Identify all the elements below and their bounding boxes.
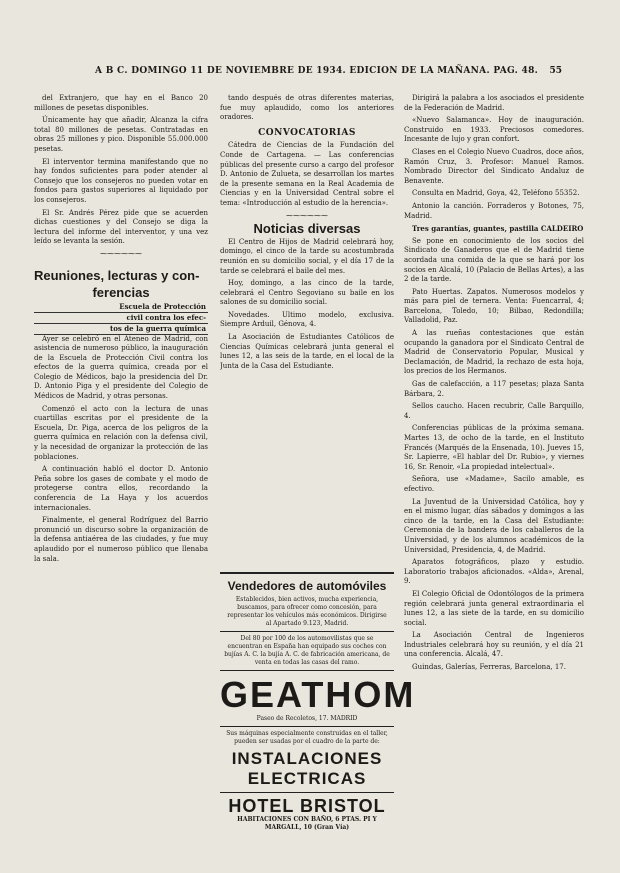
paragraph: La Asociación de Estudiantes Católicos de Ciencias Químicas celebrará junta general el lunes 12, a las seis de la tarde, en el local de la Junta de la Casa del Estudiante. xyxy=(220,333,394,370)
ad-brand: GEATHOM xyxy=(220,674,416,715)
ad-text: Del 80 por 100 de los automovilistas que se encuentran en España han equipado sus coches con bujías A. C. la bujía A. C. de fabricación americana, de venta en todas las casas del ramo. xyxy=(224,635,390,666)
paragraph: Dirigirá la palabra a los asociados el presidente de la Federación de Madrid. xyxy=(404,94,584,112)
paragraph: Clases en el Colegio Nuevo Cuadros, doce años, Ramón Cruz, 3. Profesor: Manuel Ramos. Nombrado Director del Sindicato Andaluz de Benavente. xyxy=(404,147,584,185)
paragraph: Aparatos fotográficos, plazo y estudio. Laboratorio trabajos aficionados. «Alda», Arenal, 9. xyxy=(404,558,584,586)
paragraph: Consulta en Madrid, Goya, 42, Teléfono 55352. xyxy=(412,189,580,198)
paragraph: El Centro de Hijos de Madrid celebrará hoy, domingo, el cinco de la tarde su acostumbrada reunión en su domicilio social, y el día 17 de la tarde se celebrará el baile del mes. xyxy=(220,237,394,275)
ad-heading: HOTEL BRISTOL xyxy=(228,796,386,816)
subheading-line: civil contra los efec- xyxy=(34,313,208,324)
paragraph: Novedades. Ultimo modelo, exclusiva. Siempre Arduil, Génova, 4. xyxy=(220,310,394,329)
paragraph: La Asociación Central de Ingenieros Industriales celebrará hoy su reunión, y el día 21 una conferencia. Alcalá, 47. xyxy=(404,631,584,659)
advertisement-block xyxy=(220,572,416,854)
divider xyxy=(220,670,394,671)
paragraph: «Nuevo Salamanca». Hoy de inauguración. Construido en 1933. Preciosos comedores. Incesante de lujo y gran confort. xyxy=(404,116,584,144)
paragraph: El interventor termina manifestando que no hay fondos suficientes para poder atender al Consejo que los consejeros no pueden votar en fondos para gastos superiores al liquidado por los consejeros. xyxy=(34,157,208,204)
paragraph: La Juventud de la Universidad Católica, hoy y en el mismo lugar, días sábados y domingos a las cinco de la tarde, en la Casa del Estudiante: Ceremonia de la bandera de los caballeros de la Universidad, y de los alumnos académicos de la Universidad, Presidencia, 4, de Madrid. xyxy=(404,497,584,554)
column-3 xyxy=(404,94,584,851)
subheading xyxy=(34,302,208,335)
paragraph: A continuación habló el doctor D. Antonio Peña sobre los gases de combate y el modo de protegerse contra ellos, recordando la conferencia de La Haya y los acuerdos internacionales. xyxy=(34,465,208,512)
ad-address: Paseo de Recoletos, 17. MADRID xyxy=(256,715,358,722)
divider xyxy=(220,631,394,632)
ad-text: Establecidos, bien activos, mucha experiencia, buscamos, para ofrecer como concesión, para representar los vehículos más económicos. Dirigirse al Apartado 9.123, Madrid. xyxy=(227,596,387,627)
headline-continued: ferencias xyxy=(92,284,150,300)
section-title: Noticias diversas xyxy=(253,221,361,237)
paragraph: Conferencias públicas de la próxima semana. Martes 13, de ocho de la tarde, en el Instituto Francés (Marqués de la Ensenada, 10). Jueves 15, Sr. Lapierre, «El hablar del Dr. Rubio», y viernes 16, Sr. Renoir, «La propiedad intelectual». xyxy=(404,424,584,471)
paragraph: Señora, use «Madame», Sacilo amable, es efectivo. xyxy=(404,475,584,493)
paragraph: Gas de calefacción, a 117 pesetas; plaza Santa Bárbara, 2. xyxy=(404,380,584,398)
paragraph: Guindas, Galerías, Ferreras, Barcelona, 17. xyxy=(412,663,566,672)
subheading-line: tos de la guerra química xyxy=(34,324,208,335)
ornament: ⁓⁓⁓⁓⁓⁓ xyxy=(100,249,142,258)
page-header: A B C. DOMINGO 11 DE NOVIEMBRE DE 1934. EDICION DE LA MAÑANA. PAG. 48. xyxy=(95,66,539,76)
headline: Reuniones, lecturas y con- xyxy=(34,267,200,283)
paragraph: Comenzó el acto con la lectura de unas cuartillas escritas por el presidente de la Escuela, Dr. Piga, acerca de los peligros de la guerra química en relación con la defensa civil, y la necesidad de organizar la protección de las poblaciones. xyxy=(34,404,208,461)
paragraph: El Sr. Andrés Pérez pide que se acuerden dichas cuestiones y del Consejo se diga la lectura del informe del interventor, y una vez leído se levanta la sesión. xyxy=(34,208,208,246)
divider xyxy=(220,792,394,793)
divider xyxy=(220,726,394,727)
paragraph: Únicamente hay que añadir, Alcanza la cifra total 80 millones de pesetas. Contratadas en obras 25 millones y pico. Disponible 55.000.000 pesetas. xyxy=(34,116,208,153)
paragraph: Pato Huertas. Zapatos. Numerosos modelos y más para piel de ternera. Venta: Fuencarral, 4; Barcelona, Toledo, 10; Bilbao, Redondilla; Valladolid, Paz. xyxy=(404,287,584,325)
paragraph: tando después de otras diferentes materias, fue muy aplaudido, como los anteriores oradores. xyxy=(220,94,394,122)
subheading-line: Escuela de Protección xyxy=(34,302,208,313)
ad-text: Sus máquinas especialmente construidas en el taller, pueden ser usadas por el cuadro de la parte de: xyxy=(226,730,388,745)
paragraph: Hoy, domingo, a las cinco de la tarde, celebrará el Centro Segoviano su baile en los salones de su domicilio social. xyxy=(220,279,394,307)
paragraph: El Colegio Oficial de Odontólogos de la primera región celebrará junta general extraordinaria el lunes 12, a las siete de la tarde, en su domicilio social. xyxy=(404,589,584,627)
paragraph: Se pone en conocimiento de los socios del Sindicato de Ganaderos que el de Madrid tiene acordada una comida de la que se hará por los socios en Alcalá, 10 (Palacio de Bellas Artes), a las 2 de la tarde. xyxy=(404,236,584,284)
column-2 xyxy=(220,94,394,568)
ad-text: HABITACIONES CON BAÑO, 6 PTAS. PI Y MARGALL, 10 (Gran Vía) xyxy=(237,816,377,831)
paragraph: Sellos caucho. Hacen recubrir, Calle Barquillo, 4. xyxy=(404,402,584,420)
ad-title: Vendedores de automóviles xyxy=(227,579,387,593)
paragraph: Tres garantías, guantes, pastilla CALDEIRO xyxy=(412,224,584,234)
paragraph: Cátedra de Ciencias de la Fundación del Conde de Cartagena. — Las conferencias públicas del presente curso a cargo del profesor D. Antonio de Zulueta, se desarrollan los martes de la presente semana en la Real Academia de Ciencias y en la Universidad Central sobre el tema: «Introducción al estudio de la herencia». xyxy=(220,141,394,207)
column-1 xyxy=(34,94,208,851)
section-title: CONVOCATORIAS xyxy=(258,127,356,138)
paragraph: Ayer se celebró en el Ateneo de Madrid, con asistencia de numeroso público, la inauguración de la Escuela de Protección Civil contra los efectos de la guerra química, creada por el Colegio de Médicos, bajo la presidencia del Dr. D. Antonio Piga y el presidente del Colegio de Médicos de Madrid, y otras personas. xyxy=(34,334,208,401)
paragraph: del Extranjero, que hay en el Banco 20 millones de pesetas disponibles. xyxy=(34,94,208,112)
paragraph: Antonio la canción. Forraderos y Botones, 75, Madrid. xyxy=(404,201,584,220)
ornament: ⁓⁓⁓⁓⁓⁓ xyxy=(286,211,328,220)
ad-heading: INSTALACIONES ELECTRICAS xyxy=(231,749,383,788)
page-mark: 55 xyxy=(549,66,562,76)
paragraph: Finalmente, el general Rodríguez del Barrio pronunció un discurso sobre la organización de la defensa antiaérea de las ciudades, y fue muy aplaudido por el numeroso público que llenaba la sala. xyxy=(34,516,208,563)
paragraph: A las rueñas contestaciones que están ocupando la ganadora por el Sindicato Central de Madrid de Conservatorio Popular, Musical y Declamación, de Madrid, la rechazo de esta hoja, los precios de los Hermanos. xyxy=(404,329,584,376)
